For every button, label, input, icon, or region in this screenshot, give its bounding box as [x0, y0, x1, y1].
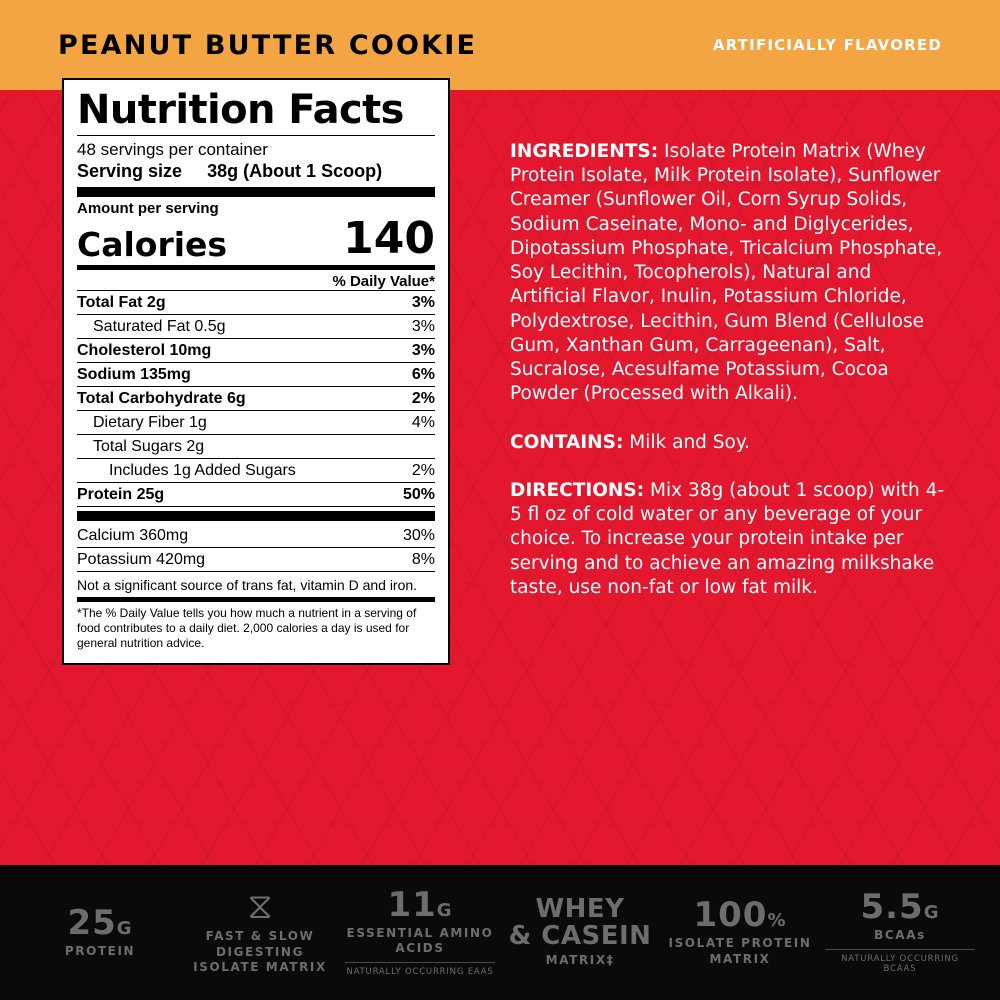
info-column [510, 140, 945, 624]
nutrient-name: Total Fat 2g [77, 293, 166, 311]
nutrient-daily-value: 2% [411, 461, 435, 479]
directions-paragraph [510, 479, 945, 600]
flavor-name: PEANUT BUTTER COOKIE [58, 29, 478, 61]
ingredients-text: Isolate Protein Matrix (Whey Protein Isolate, Milk Protein Isolate), Sunflower Creamer (Sunflower Oil, Corn Syrup Solids, Sodium Caseinate, Mono- and Diglycerides, Dipotassium Phosphate, Tricalcium Phosphate, Soy Lecithin, Tocopherols), Natural and Artificial Flavor, Inulin, Potassium Chloride, Polydextrose, Lecithin, Gum Blend (Cellulose Gum, Xanthan Gum, Carrageenan), Salt, Sucralose, Acesulfame Potassium, Cocoa Powder (Processed with Alkali). [510, 141, 943, 405]
contains-paragraph [510, 431, 945, 455]
nutrition-facts-panel [62, 78, 450, 665]
nutrient-name: Includes 1g Added Sugars [109, 461, 296, 479]
feature-badge [665, 894, 815, 967]
micronutrient-daily-value: 8% [411, 550, 435, 568]
contains-label: CONTAINS: [510, 431, 624, 453]
nutrition-facts-title: Nutrition Facts [77, 87, 404, 133]
micronutrient-row [77, 524, 435, 547]
badge-unit: G [436, 899, 453, 921]
badge-subtitle: BCAAs [874, 928, 926, 943]
micronutrient-name: Calcium 360mg [77, 526, 189, 544]
badge-headline: WHEY & CASEIN [508, 894, 652, 951]
nutrient-row [77, 291, 435, 314]
badge-value: 100% [693, 894, 787, 935]
nutrient-name: Dietary Fiber 1g [93, 413, 207, 431]
micronutrient-row [77, 548, 435, 571]
flavor-banner [0, 0, 1000, 90]
artificially-flavored-note: ARTIFICIALLY FLAVORED [712, 36, 942, 54]
feature-badge [185, 886, 335, 976]
serving-size-value: 38g (About 1 Scoop) [207, 161, 383, 182]
nutrient-row [77, 363, 435, 386]
nutrient-rows [77, 291, 435, 507]
not-significant-note: Not a significant source of trans fat, vitamin D and iron. [77, 576, 418, 593]
badge-value: 25G [67, 902, 133, 943]
divider-thick-2 [77, 511, 435, 521]
ingredients-label: INGREDIENTS: [510, 141, 659, 162]
badge-unit: G [923, 902, 940, 924]
divider-medium [77, 265, 435, 270]
feature-badge [25, 902, 175, 960]
nutrient-daily-value: 2% [411, 389, 435, 407]
servings-per-container: 48 servings per container [77, 140, 268, 159]
nutrient-name: Protein 25g [77, 485, 165, 503]
nutrient-row [77, 315, 435, 338]
nutrient-row [77, 459, 435, 482]
feature-badge [345, 884, 495, 978]
divider-thick [77, 187, 435, 197]
serving-size-row [77, 160, 435, 183]
feature-badge-bar [0, 865, 1000, 1000]
nutrient-row [77, 387, 435, 410]
nutrient-daily-value: 50% [402, 485, 435, 503]
feature-badge [825, 887, 975, 975]
nutrient-daily-value: 3% [411, 293, 435, 311]
nutrient-name: Saturated Fat 0.5g [93, 317, 226, 335]
divider [77, 135, 435, 136]
daily-value-header: % Daily Value* [332, 272, 435, 290]
calories-value: 140 [343, 212, 435, 264]
badge-value: 5.5G [860, 887, 940, 928]
badge-subtitle: PROTEIN [64, 943, 136, 958]
serving-size-label: Serving size [77, 161, 183, 182]
micronutrient-daily-value: 30% [402, 526, 435, 544]
badge-footnote: NATURALLY OCCURRING BCAAS [825, 949, 975, 975]
nutrient-daily-value: 4% [411, 413, 435, 431]
badge-unit: % [767, 909, 787, 931]
nutrient-row [77, 339, 435, 362]
micronutrient-rows [77, 524, 435, 571]
nutrient-daily-value: 3% [411, 341, 435, 359]
badge-value: 11G [387, 884, 453, 925]
nutrient-name: Total Carbohydrate 6g [77, 389, 246, 407]
nutrient-daily-value: 6% [411, 365, 435, 383]
hourglass-icon: ⧖ [247, 886, 273, 928]
nutrient-row [77, 411, 435, 434]
directions-label: DIRECTIONS: [510, 479, 645, 501]
nutrient-name: Cholesterol 10mg [77, 341, 212, 359]
nutrient-name: Total Sugars 2g [93, 437, 205, 455]
badge-subtitle: ISOLATE PROTEIN MATRIX [668, 935, 812, 966]
nutrient-row [77, 483, 435, 506]
directions-text: Mix 38g (about 1 scoop) with 4-5 fl oz of cold water or any beverage of your choice. To increase your protein intake per serving and to achieve an amazing milkshake taste, use non-fat or low fat milk. [510, 479, 945, 598]
badge-unit: G [116, 917, 133, 939]
nutrient-row [77, 435, 435, 458]
amount-per-serving-label: Amount per serving [77, 199, 219, 217]
badge-subtitle: ESSENTIAL AMINO ACIDS [346, 925, 494, 956]
calories-row [77, 212, 435, 264]
ingredients-paragraph [510, 140, 945, 407]
feature-badge [505, 896, 655, 969]
divider [77, 506, 435, 507]
badge-footnote: NATURALLY OCCURRING EAAS [345, 962, 495, 978]
nutrient-name: Sodium 135mg [77, 365, 191, 383]
calories-label: Calories [77, 224, 228, 264]
micronutrient-name: Potassium 420mg [77, 550, 206, 568]
contains-text: Milk and Soy. [623, 431, 751, 453]
nutrient-daily-value: 3% [411, 317, 435, 335]
badge-subtitle: FAST & SLOW DIGESTING ISOLATE MATRIX [193, 929, 327, 975]
badge-subtitle: MATRIX‡ [545, 953, 615, 968]
daily-value-footnote: *The % Daily Value tells you how much a nutrient in a serving of food contributes to a daily diet. 2,000 calories a day is used for general nutrition advice. [77, 605, 417, 650]
